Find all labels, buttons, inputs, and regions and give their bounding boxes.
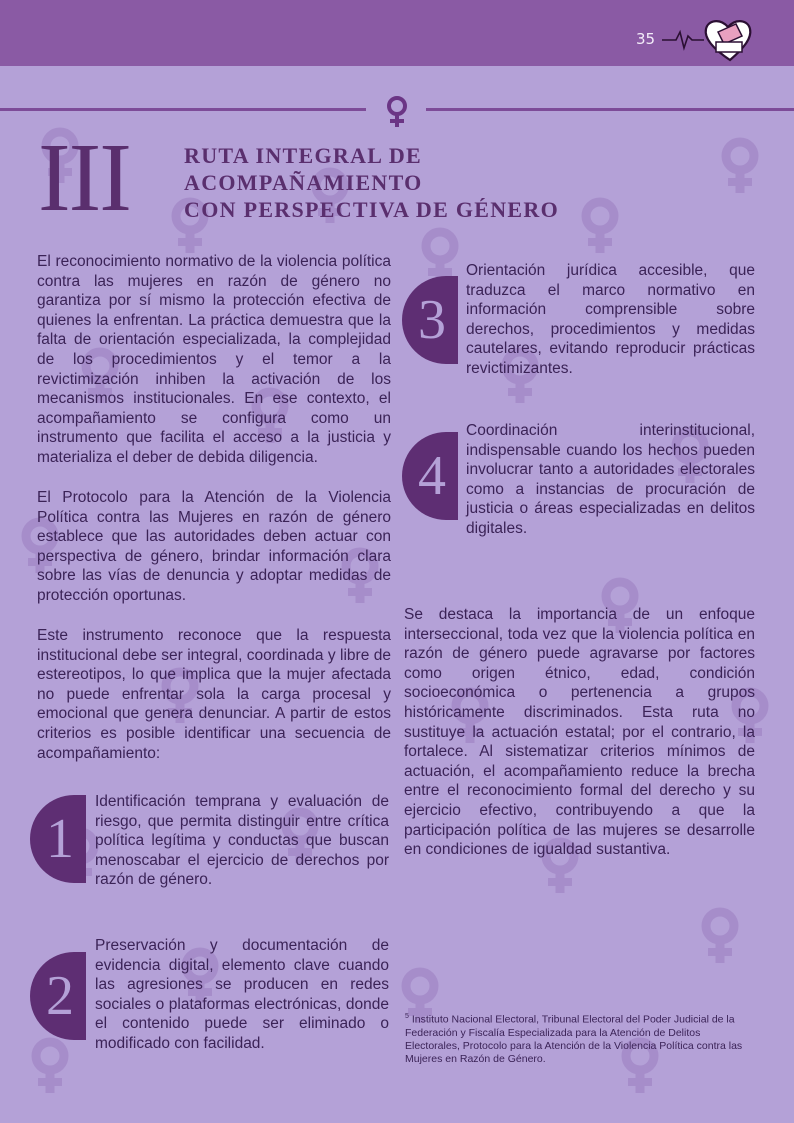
step-number-3: 3 bbox=[402, 276, 458, 364]
step-number-1: 1 bbox=[30, 795, 86, 883]
heart-ballot-icon bbox=[662, 16, 758, 62]
instrument-paragraph: Este instrumento reconoce que la respuesta institucional debe ser integral, coordinada y libre de estereotipos, lo que implica que la mujer afectada no puede enfrentar sola la carga procesal y emocional que genera denunciar. A partir de estos criterios es posible identificar una secuencia de acompañamiento: bbox=[37, 627, 391, 762]
step-number-4: 4 bbox=[402, 432, 458, 520]
footnote-text: Instituto Nacional Electoral, Tribunal Electoral del Poder Judicial de la Federación y Fiscalía Especializada para la Atención de Delitos Electorales, Protocolo para la Atención de la Violencia Política contra las Mujeres en Razón de Género. bbox=[405, 1013, 743, 1065]
footnote-marker: 5 bbox=[405, 1013, 409, 1020]
step-text-4: Coordinación interinstitucional, indispensable cuando los hechos pueden involucrar tanto a autoridades electorales como a instancias de procuración de justicia o áreas especializadas en delitos digitales. bbox=[466, 422, 755, 537]
section-numeral: III bbox=[38, 124, 130, 232]
step-text-3: Orientación jurídica accesible, que traduzca el marco normativo en información comprensible sobre derechos, procedimientos y medidas cautelares, evitando reproducir prácticas revictimizantes. bbox=[466, 262, 755, 377]
divider-line-left bbox=[0, 108, 366, 111]
venus-icon bbox=[383, 95, 411, 129]
section-title-line-1: RUTA INTEGRAL DE ACOMPAÑAMIENTO bbox=[184, 143, 423, 195]
footnote bbox=[405, 1010, 755, 1066]
step-text-1: Identificación temprana y evaluación de riesgo, que permita distinguir entre crítica política legítima y conductas que buscan menoscabar el ejercicio de derechos por razón de género. bbox=[95, 793, 389, 889]
page-number: 35 bbox=[636, 30, 656, 48]
section-title-line-2: CON PERSPECTIVA DE GÉNERO bbox=[184, 197, 559, 222]
step-number-2: 2 bbox=[30, 952, 86, 1040]
divider-line-right bbox=[426, 108, 794, 111]
intro-paragraph: El reconocimiento normativo de la violencia política contra las mujeres en razón de género no garantiza por sí mismo la protección efectiva de quienes la enfrentan. La práctica demuestra que la falta de orientación especializada, la complejidad de los procedimientos y el temor a la revictimización inhiben la activación de los mecanismos institucionales. En ese contexto, el acompañamiento se configura como un instrumento que facilita el acceso a la justicia y materializa el deber de debida diligencia. bbox=[37, 253, 391, 466]
step-text-2: Preservación y documentación de evidencia digital, elemento clave cuando las agresiones se producen en redes sociales o plataformas electrónicas, donde el contenido puede ser eliminado o modificado con facilidad. bbox=[95, 937, 389, 1052]
section-title bbox=[184, 142, 654, 223]
protocol-paragraph: El Protocolo para la Atención de la Violencia Política contra las Mujeres en razón de género establece que las autoridades deben actuar con perspectiva de género, brindar información clara sobre las vías de denuncia y adoptar medidas de protección oportunas. bbox=[37, 489, 391, 604]
intersectional-paragraph: Se destaca la importancia de un enfoque interseccional, toda vez que la violencia política en razón de género puede agravarse por factores como origen étnico, edad, condición socioeconómica o pertenencia a grupos históricamente discriminados. Esta ruta no sustituye la actuación estatal; por el contrario, la fortalece. Al sistematizar criterios mínimos de actuación, el acompañamiento reduce la brecha entre el reconocimiento formal del derecho y su ejercicio efectivo, contribuyendo a que la participación política de las mujeres se desarrolle en condiciones de igualdad sustantiva. bbox=[404, 606, 755, 859]
